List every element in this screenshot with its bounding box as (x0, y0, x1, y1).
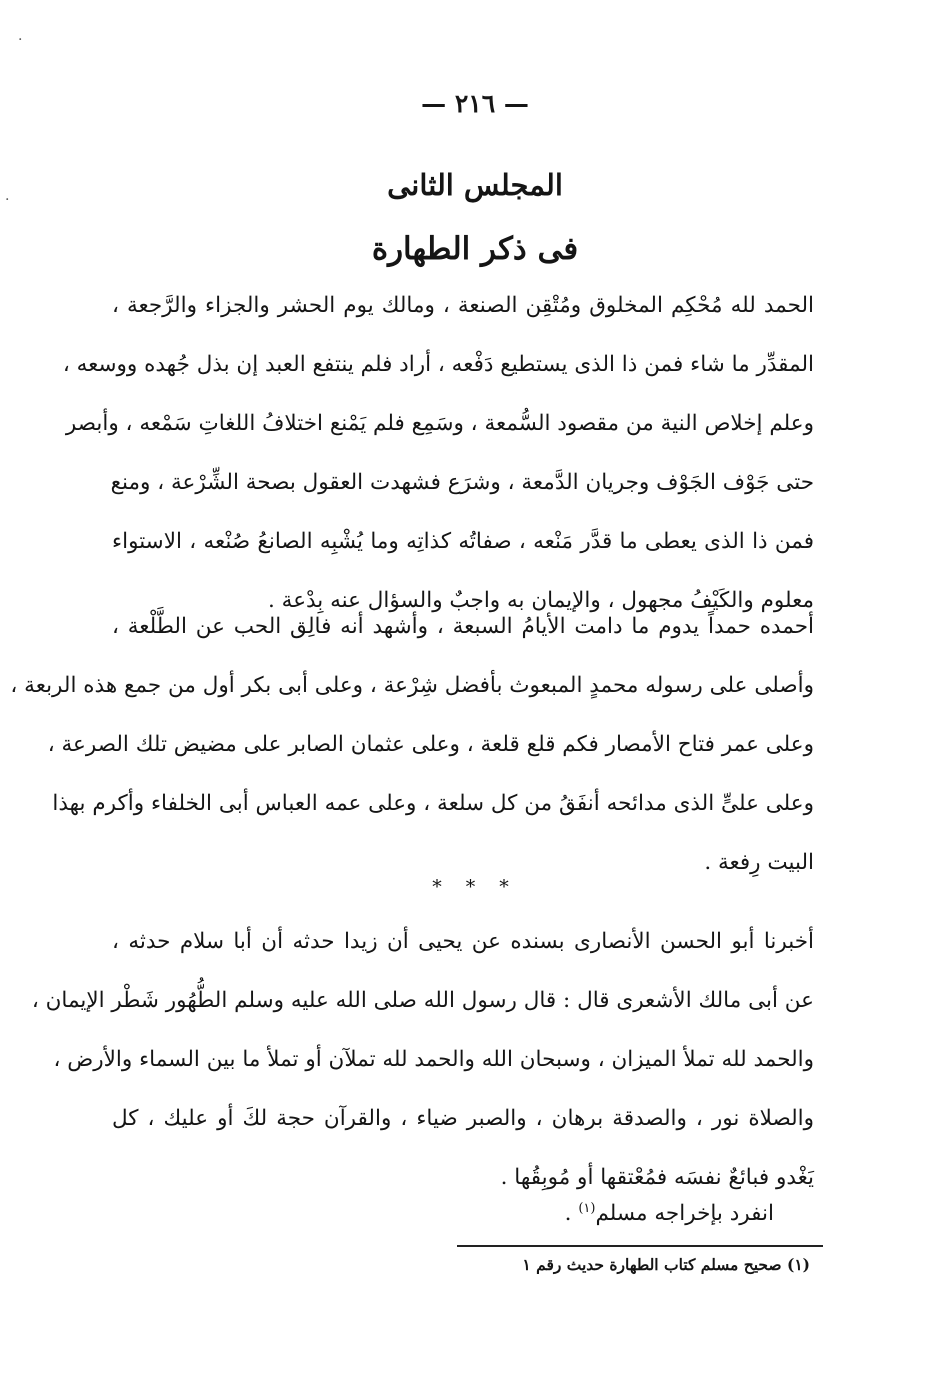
text-line: وعلم إخلاص النية من مقصود السُّمعة ، وسَمِع فلم يَمْنع اختلافُ اللغاتِ سَمْعه ، وأبصر (65, 411, 814, 436)
footnote-marker: (١) (578, 1201, 596, 1216)
margin-mark: . (5, 188, 10, 204)
text-line: أحمده حمداً يدوم ما دامت الأيامُ السبعة ، وأشهد أنه فالِق الحب عن الطَّلْعة ، (112, 614, 814, 639)
text-line: عن أبى مالك الأشعرى قال : قال رسول الله صلى الله عليه وسلم الطُّهُور شَطْر الإيمان ، (31, 988, 814, 1013)
text-line: والحمد لله تملأ الميزان ، وسبحان الله والحمد لله تملآن أو تملأ ما بين السماء والأرض ، (53, 1047, 814, 1072)
attribution-end: . (564, 1201, 579, 1227)
text-line: يَغْدو فبائعٌ نفسَه فمُعْتقها أو مُوبِقُها . (500, 1165, 814, 1190)
text-line: وعلى عمر فتاح الأمصار فكم قلع قلعة ، وعلى عثمان الصابر على مضيض تلك الصرعة ، (47, 732, 814, 757)
text-line: معلوم والكَيْفُ مجهول ، والإيمان به واجبٌ والسؤال عنه بِدْعة . (268, 588, 814, 613)
attribution-text: انفرد بإخراجه مسلم (595, 1201, 774, 1227)
footnote-divider (457, 1245, 823, 1247)
section-separator: * * * (432, 876, 518, 898)
hadith-attribution (565, 1184, 774, 1239)
text-line: المقدِّر ما شاء فمن ذا الذى يستطيع دَفْعه ، أراد فلم ينتفع العبد إن بذل جُهده ووسعه ، (62, 352, 814, 377)
text-line: أخبرنا أبو الحسن الأنصارى بسنده عن يحيى أن زيدا حدثه أن أبا سلام حدثه ، (112, 929, 814, 954)
footnote: (١) صحيح مسلم كتاب الطهارة حديث رقم ١ (522, 1255, 810, 1274)
intro-paragraph (62, 276, 814, 630)
text-line: الحمد لله مُحْكِم المخلوق ومُتْقِن الصنعة ، ومالك يوم الحشر والجزاء والرَّجعة ، (112, 293, 814, 318)
chapter-title: المجلس الثانى (387, 168, 563, 202)
text-line: والصلاة نور ، والصدقة برهان ، والصبر ضياء ، والقرآن حجة لكَ أو عليك ، كل (112, 1106, 814, 1131)
text-line: حتى جَوْف الجَوْف وجريان الدَّمعة ، وشرَع فشهدت العقول بصحة الشِّرْعة ، ومنع (110, 470, 814, 495)
text-line: وعلى علىٍّ الذى مدائحه أنفَقُ من كل سلعة ، وعلى عمه العباس أبى الخلفاء وأكرم بهذا (52, 791, 814, 816)
text-line: البيت رِفعة . (704, 850, 814, 875)
hadith-paragraph (31, 912, 814, 1207)
text-line: فمن ذا الذى يعطى ما قدَّر مَنْعه ، صفاتُه كذاتِه وما يُشْبِه الصانعُ صُنْعه ، الاستواء (112, 529, 814, 554)
text-line: وأصلى على رسوله محمدٍ المبعوث بأفضل شِرْعة ، وعلى أبى بكر أول من جمع هذه الربعة ، (10, 673, 814, 698)
margin-mark: . (18, 28, 23, 44)
chapter-subtitle: فى ذكر الطهارة (371, 231, 579, 267)
page-number: — ٢١٦ — (421, 89, 529, 118)
praise-paragraph (10, 597, 814, 892)
